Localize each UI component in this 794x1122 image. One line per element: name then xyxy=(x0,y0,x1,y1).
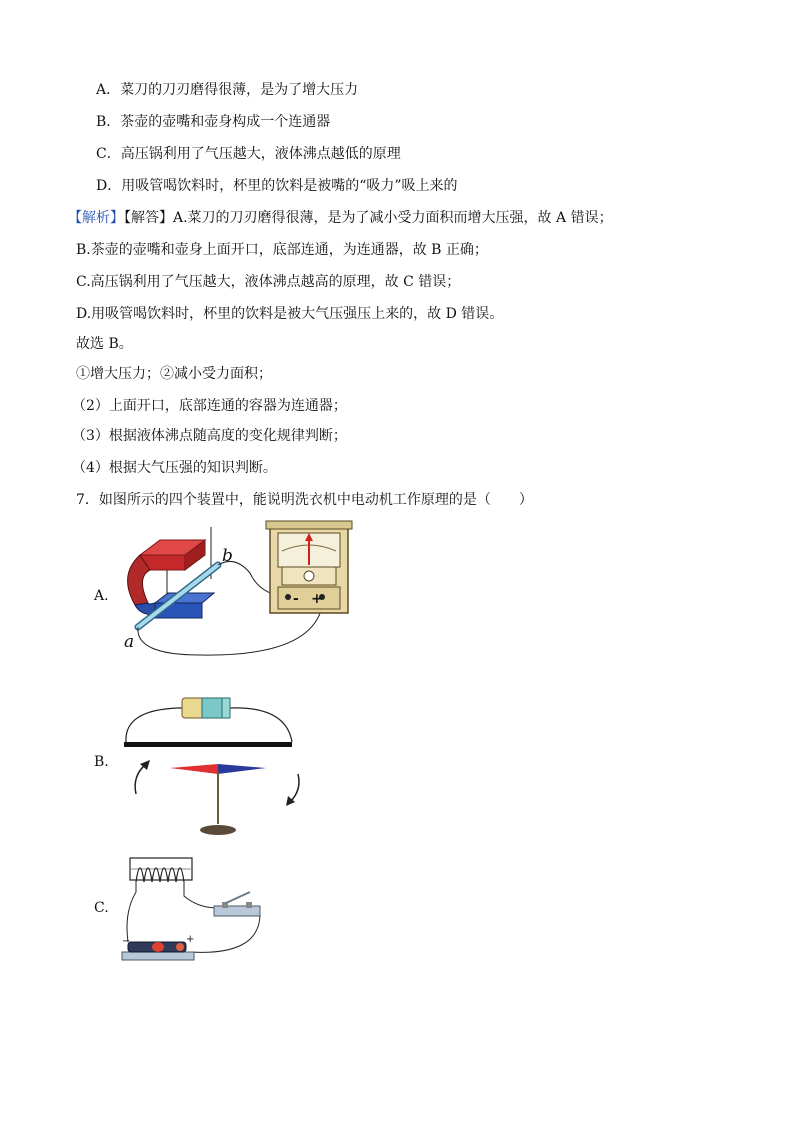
analysis-conclusion: 故选 B。 xyxy=(76,336,133,352)
analysis-note-1: ①增大压力；②减小受力面积； xyxy=(76,366,272,382)
figure-c-label: C. xyxy=(94,900,109,916)
point-a-label: a xyxy=(124,632,135,652)
option-a: A．菜刀的刀刃磨得很薄，是为了增大压力 xyxy=(96,82,359,98)
option-d: D．用吸管喝饮料时，杯里的饮料是被嘴的“吸力”吸上来的 xyxy=(96,178,458,194)
figure-a-label: A. xyxy=(94,588,109,604)
figure-a-magnet-galvanometer xyxy=(110,515,360,665)
option-b: B．茶壶的壶嘴和壶身构成一个连通器 xyxy=(96,114,331,130)
analysis-line-d: D.用吸管喝饮料时，杯里的饮料是被大气压强压上来的，故 D 错误。 xyxy=(76,306,504,322)
analysis-tag: 【解析】 xyxy=(68,210,124,226)
question-7: 7．如图所示的四个装置中，能说明洗衣机中电动机工作原理的是（ ） xyxy=(76,492,533,508)
analysis-note-2: （2）上面开口，底部连通的容器为连通器； xyxy=(72,398,347,414)
analysis-note-4: （4）根据大气压强的知识判断。 xyxy=(72,460,277,476)
option-c: C．高压锅利用了气压越大，液体沸点越低的原理 xyxy=(96,146,401,162)
battery-plus-label: + xyxy=(186,934,195,945)
analysis-line-c: C.高压锅利用了气压越大，液体沸点越高的原理，故 C 错误； xyxy=(76,274,461,290)
meter-minus-label: - xyxy=(293,591,299,607)
analysis-line-b: B.茶壶的壶嘴和壶身上面开口，底部连通，为连通器，故 B 正确； xyxy=(76,242,488,258)
figure-c-solenoid-circuit xyxy=(118,852,268,964)
figure-b-wire-compass xyxy=(120,684,310,840)
battery-minus-label: − xyxy=(122,936,131,947)
analysis-note-3: （3）根据液体沸点随高度的变化规律判断； xyxy=(72,428,347,444)
meter-plus-label: + xyxy=(311,591,323,607)
analysis-first-line xyxy=(68,208,613,228)
point-b-label: b xyxy=(222,546,233,566)
figure-b-label: B. xyxy=(94,754,109,770)
analysis-answer-a: 【解答】A.菜刀的刀刃磨得很薄，是为了减小受力面积而增大压强，故 A 错误； xyxy=(124,210,613,226)
